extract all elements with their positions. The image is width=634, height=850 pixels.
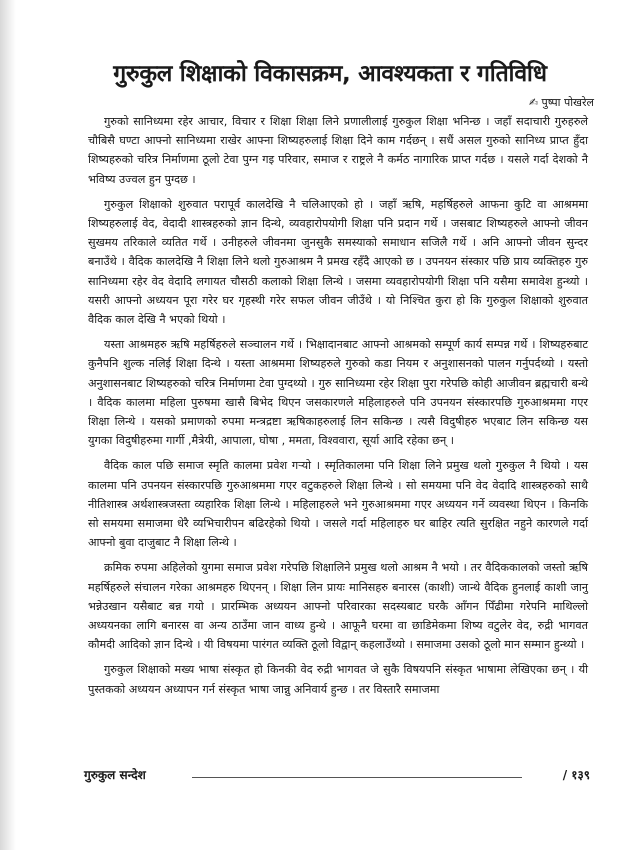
page-binding-shadow (0, 0, 16, 850)
magazine-name: गुरुकुल सन्देश (84, 768, 146, 782)
paragraph: गुरुकुल शिक्षाको शुरुवात परापूर्व कालदेखि नै चलिआएको हो । जहाँ ऋषि, महर्षिहरुले आफना कुटि वा आश्रममा शिष्यहरुलाई वेद, वेदादी शास्त्रहरुको ज्ञान दिन्थे, व्यवहारोपयोगी शिक्षा पनि प्रदान गर्थे । जसबाट शिष्यहरुले आफ्नो जीवन सुखमय तरिकाले व्यतित गर्थे । उनीहरुले जीवनमा जुनसुकै समस्याको समाधान सजिलै गर्थे । अनि आफ्नो जीवन सुन्दर बनाउँथे । वैदिक कालदेखि नै शिक्षा लिने थलो गुरुआश्रम नै प्रमख रहँदै आएको छ । उपनयन संस्कार पछि प्राय व्यक्तिहरु गुरु सानिध्यमा रहेर वेद वेदादि लगायत चौसठी कलाको शिक्षा लिन्थे । जसमा व्यवहारोपयोगी शिक्षा पनि यसैमा समावेश हुन्थ्यो । यसरी आफ्नो अध्ययन पूरा गरेर घर गृहस्थी गरेर सफल जीवन जीउँथे । यो निश्चित कुरा हो कि गुरुकुल शिक्षाको शुरुवात वैदिक काल देखि नै भएको थियो । (88, 197, 588, 327)
paragraph: गुरुको सानिध्यमा रहेर आचार, विचार र शिक्षा शिक्षा लिने प्रणालीलाई गुरुकुल शिक्षा भनिन्छ । जहाँ सदाचारी गुरुहरुले चौबिसै घण्टा आफ्नो सानिध्यमा राखेर आफ्ना शिष्यहरुलाई शिक्षा दिने काम गर्दछन् । सधैं असल गुरुको सानिध्य प्राप्त हुँदा शिष्यहरुको चरित्र निर्माणमा ठूलो टेवा पुग्न गइ परिवार, समाज र राष्ट्रले नै कर्मठ नागारिक प्राप्त गर्दछ । यसले गर्दा देशको नै भविष्य उज्वल हुन पुग्दछ । (88, 115, 588, 186)
paragraph: गुरुकुल शिक्षाको मख्य भाषा संस्कृत हो किनकी वेद रुद्री भागवत जे सुकै विषयपनि संस्कृत भाषामा लेखिएका छन् । यी पुस्तकको अध्ययन अध्यापन गर्न संस्कृत भाषा जान्नु अनिवार्य हुन्छ । तर विस्तारै समाजमा (88, 663, 588, 696)
article-title: गुरुकुल शिक्षाको विकासक्रम, आवश्यकता र गतिविधि (113, 61, 547, 87)
article-body (88, 112, 588, 705)
page-number: / १३९ (562, 768, 590, 782)
article-author: ✍ पुष्पा पोखरेल (528, 96, 594, 109)
paragraph: क्रमिक रुपमा अहिलेको युगमा समाज प्रवेश गरेपछि शिक्षालिने प्रमुख थलो आश्रम नै भयो । तर वैदिककालको जस्तो ऋषि महर्षिहरुले संचालन गरेका आश्रमहरु थिएनन् । शिक्षा लिन प्रायः मानिसहरु बनारस (काशी) जान्थे वैदिक हुनलाई काशी जानु भन्नेउखान यसैबाट बन्न गयो । प्रारम्भिक अध्ययन आफ्नो परिवारका सदस्यबाट घरकै आँगन पिँढीमा गरेपनि माथिल्लो अध्ययनका लागि बनारस वा अन्य ठाउँमा जान वाध्य हुन्थे । आफूनै घरमा वा छाडिमेकमा शिष्य वटुलेर वेद, रुद्री भागवत कौमदी आदिको ज्ञान दिन्थे । यी विषयमा पारंगत व्यक्ति ठूलो विद्वान् कहलाउँथ्यो । समाजमा उसको ठूलो मान सम्मान हुन्थ्यो । (88, 561, 588, 652)
footer-rule (192, 777, 522, 778)
paragraph: वैदिक काल पछि समाज स्मृति कालमा प्रवेश गऱ्यो । स्मृतिकालमा पनि शिक्षा लिने प्रमुख थलो गुरुकुल नै थियो । यस कालमा पनि उपनयन संस्कारपछि गुरुआश्रममा गएर वटुकहरुले शिक्षा लिन्थे । सो समयमा पनि वेद वेदादि शास्त्रहरुको साथै नीतिशास्त्र अर्थशास्त्रजस्ता व्यहारिक शिक्षा लिन्थे । महिलाहरुले भने गुरुआश्रममा गएर अध्ययन गर्ने व्यवस्था थिएन । किनकि सो समयमा समाजमा धेरै व्यभिचारीपन बढिरहेको थियो । जसले गर्दा महिलाहरु घर बाहिर त्यति सुरक्षित नहुने कारणले गर्दा आफ्नो बुवा दाजुबाट नै शिक्षा लिन्थे । (88, 459, 588, 550)
paragraph: यस्ता आश्रमहरु ऋषि महर्षिहरुले सञ्चालन गर्थे । भिक्षादानबाट आफ्नो आश्रमको सम्पूर्ण कार्य सम्पन्न गर्थे । शिष्यहरुबाट कुनैपनि शुल्क नलिई शिक्षा दिन्थे । यस्ता आश्रममा शिष्यहरुले गुरुको कडा नियम र अनुशासनको पालन गर्नुपर्दथ्यो । यस्तो अनुशासनबाट शिष्यहरुको चरित्र निर्माणमा टेवा पुग्दथ्यो । गुरु सानिध्यमा रहेर शिक्षा पुरा गरेपछि कोही आजीवन ब्रह्मचारी बन्थे । वैदिक कालमा महिला पुरुषमा खासै बिभेद थिएन जसकारणले महिलाहरुले पनि उपनयन संस्कारपछि गुरुआश्रममा गएर शिक्षा लिन्थे । यसको प्रमाणको रुपमा मन्त्रद्रष्टा ऋषिकाहरुलाई लिन सकिन्छ । त्यसै विदुषीहरु भएबाट लिन सकिन्छ यस युगका विदुषीहरुमा गार्गी ,मैत्रेयी, आपाला, घोषा , ममता, विश्ववारा, सूर्या आदि रहेका छन् । (88, 338, 588, 448)
page-footer (84, 766, 590, 788)
